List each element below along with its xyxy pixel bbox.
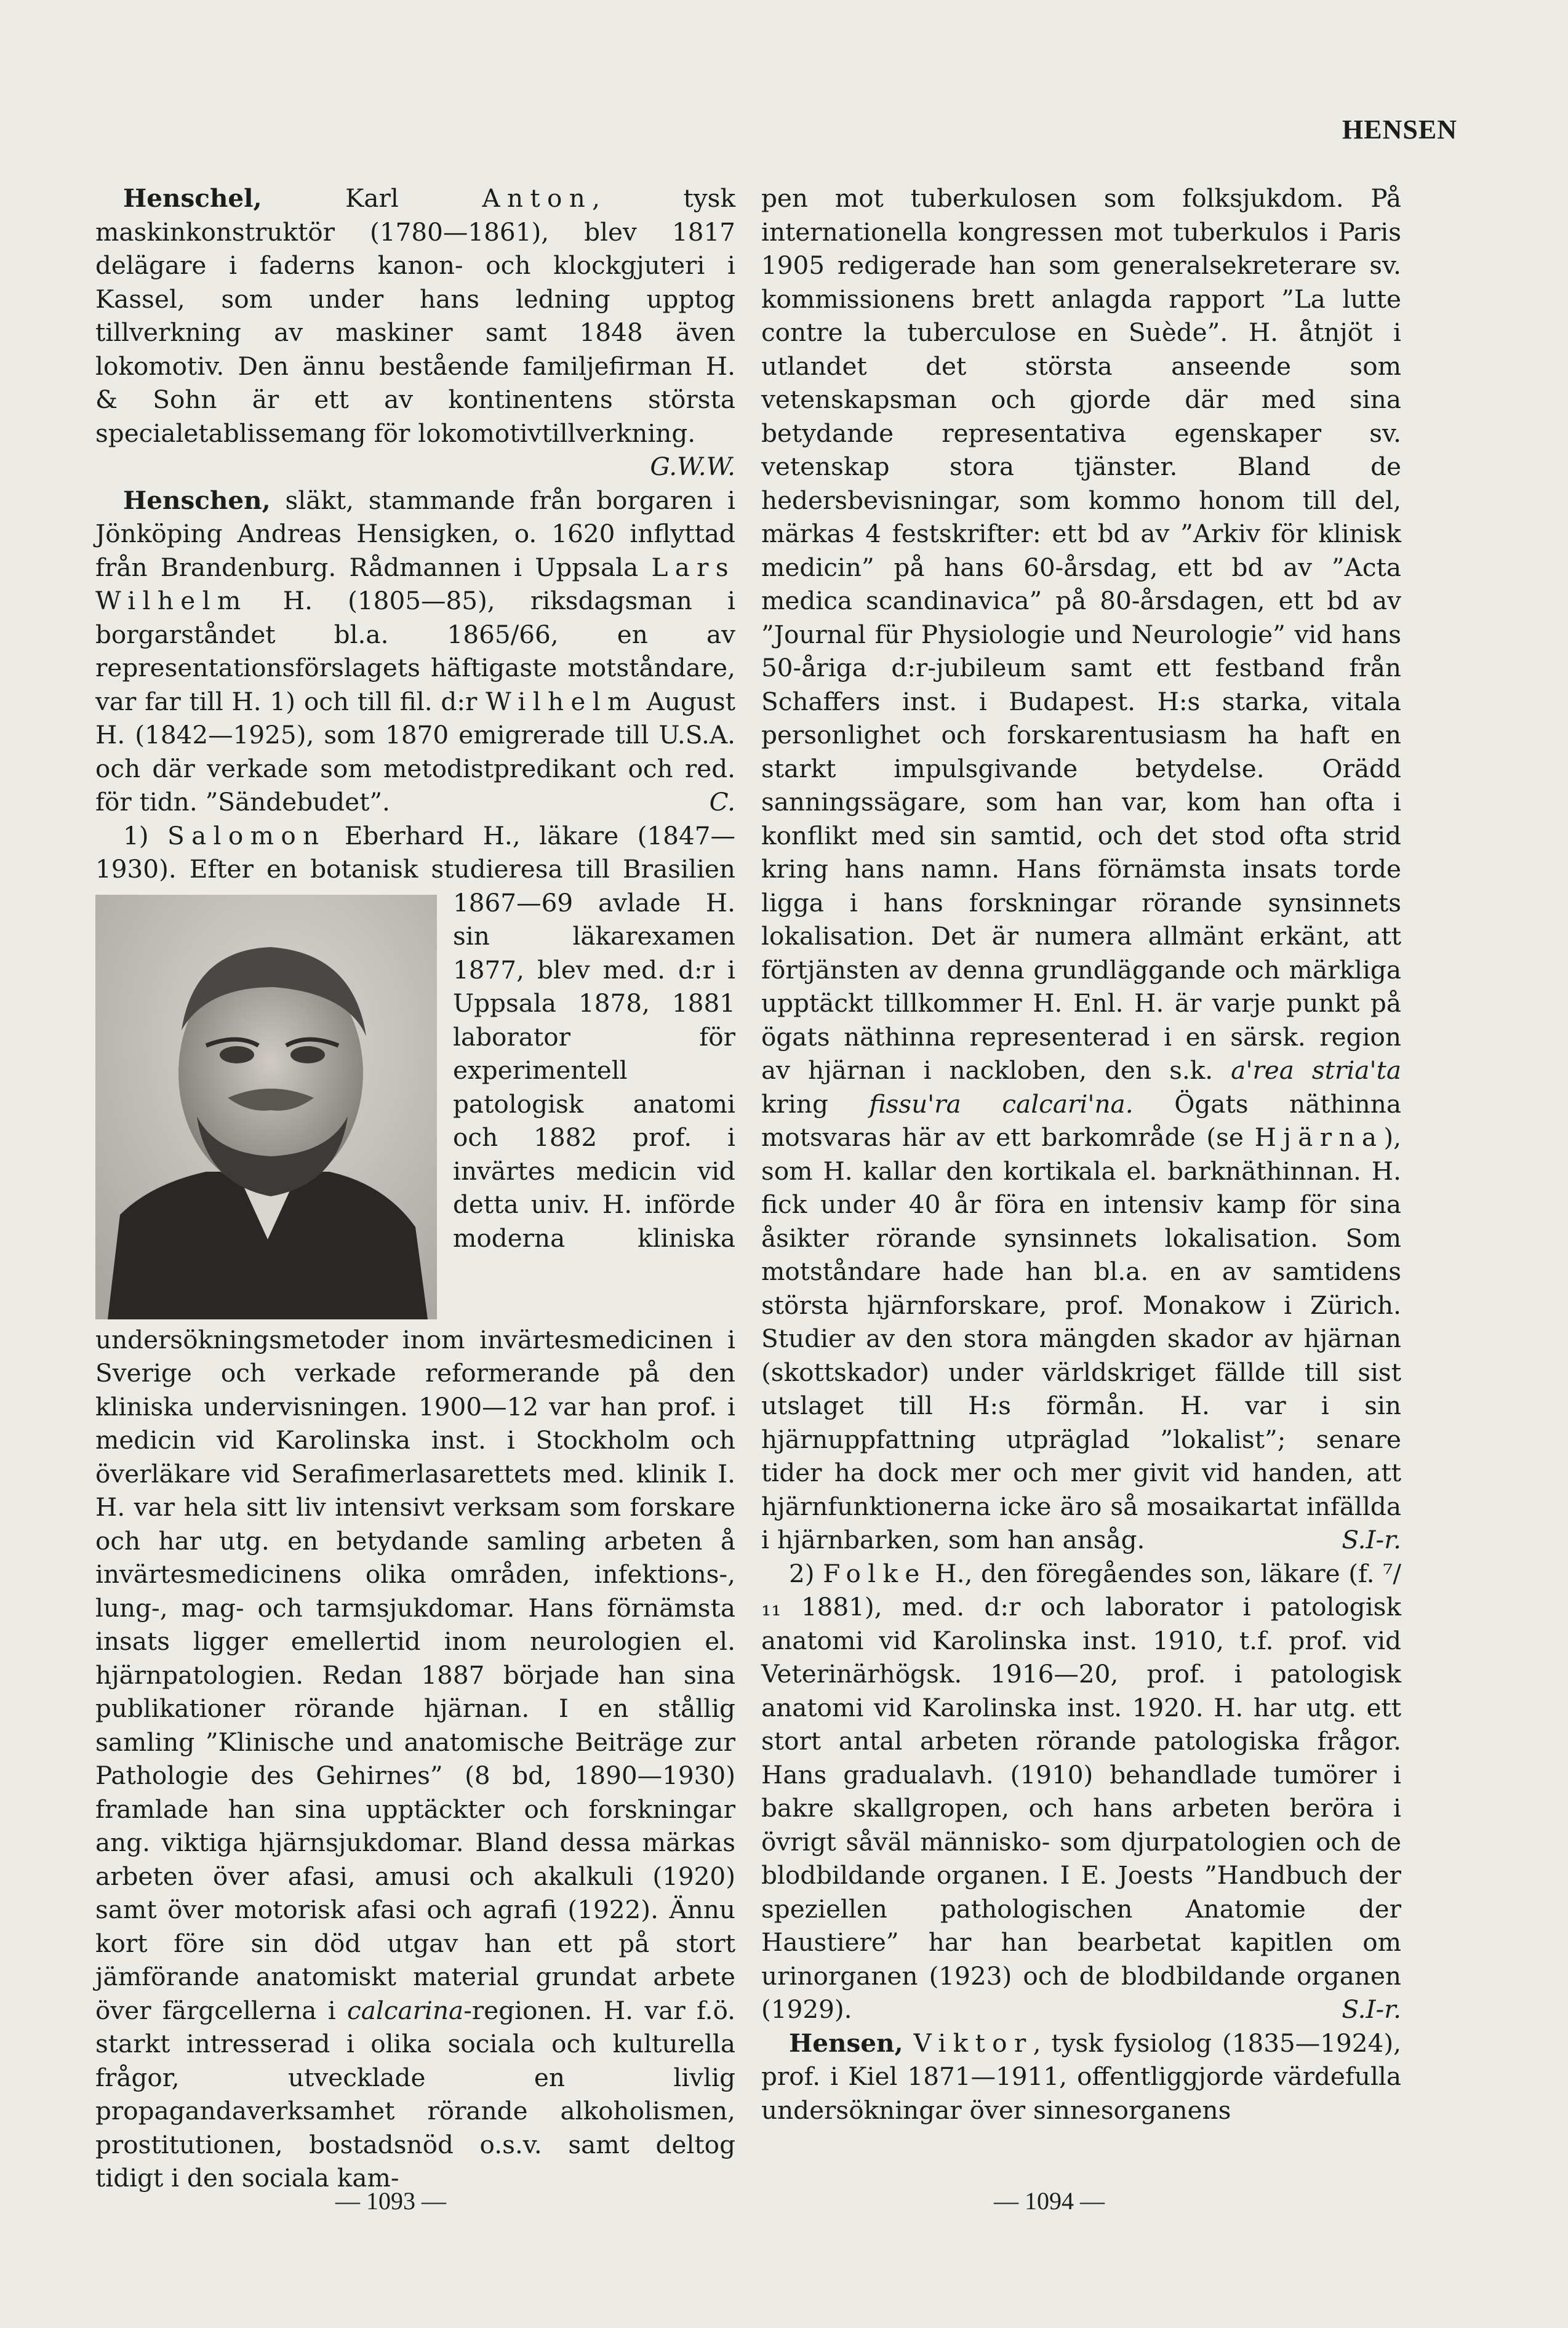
entry-text: ), som H. kallar den kortikala el. barknäthinnan. H. fick under 40 år föra en intensiv kamp för sina åsikter rörande synsinnets lokalisation. Som motståndare hade han bl.a. en av samtidens största hjärnforskare, prof. Monakow i Zürich. Studier av den stora mängden skador av hjärnan (skottskador) under världskriget fällde till sist utslaget till H:s förmån. H. var i sin hjärnuppfattning utpräglad ”lokalist”; senare tider ha dock mer och mer givit vid handen, att hjärnfunktionerna icke äro så mosaikartat infällda i hjärnbarken, som han ansåg. — [761, 1122, 1401, 1554]
entry-text: H., den föregåendes son, läkare (f. — [926, 1558, 1383, 1588]
entry-text: H. (1805—85), riksdagsman i borgarståndet bl.a. 1865/66, en av representationsförslagets häftigaste motståndare, var far till H. 1) och till fil. d:r — [95, 586, 735, 716]
author-signature: G.W.W. — [650, 452, 735, 481]
italic-term: calcarina — [347, 1995, 464, 2025]
page-number-left: — 1093 — — [335, 2187, 446, 2215]
italic-term: fissu'ra calcari'na. — [869, 1089, 1134, 1119]
portrait-photo — [95, 895, 437, 1319]
headword-hensen: Hensen, — [789, 2028, 903, 2058]
entry-text — [903, 2028, 914, 2058]
entry-text: Karl — [262, 183, 482, 213]
author-signature: C. — [709, 787, 735, 817]
entry-text: -regionen. H. var f.ö. starkt intresserad i olika sociala och kulturella frågor, utvecklade en livlig propagandaverksamhet rörande alkoholismen, prostitutionen, bostadsnöd o.s.v. samt deltog tidigt i den sociala kam- — [95, 1995, 735, 2193]
left-column — [95, 182, 735, 2195]
given-name-anton: Anton — [482, 183, 593, 213]
name-salomon: Salomon — [167, 820, 326, 850]
entry-text: 1881), med. d:r och laborator i patologisk anatomi vid Karolinska inst. 1910, t.f. prof. vid Veterinärhögsk. 1916—20, prof. i patologisk anatomi vid Karolinska inst. 1920. H. har utg. ett stort antal arbeten rörande patologiska frågor. Hans gradualavh. (1910) behandlade tumörer i bakre skallgropen, och hans arbeten beröra i övrigt såväl människo- som djurpatologien och de blodbildande organen. I E. Joests ”Handbuch der speziellen pathologischen Anatomie der Haustiere” har han bearbetat kapitlen om urinorganen (1923) och de blodbildande organen (1929). — [761, 1592, 1401, 2024]
birth-date: ⁷/₁₁ — [761, 1558, 1401, 1622]
headword-henschel: Henschel, — [123, 183, 262, 213]
author-signature: S.I-r. — [1342, 1994, 1401, 2024]
author-signature: S.I-r. — [1342, 1525, 1401, 1554]
cross-reference: Hjärna — [1254, 1122, 1384, 1152]
entry-text: släkt, stammande från borgaren i Jönköping Andreas Hensigken, o. 1620 inflyttad från Brandenburg. Rådmannen i Uppsala — [95, 485, 735, 582]
name-folke: Folke — [823, 1558, 927, 1588]
subentry-salomon-continued — [761, 182, 1401, 1557]
entry-text: August H. (1842—1925), som 1870 emigrerade till U.S.A. och där verkade som metodistpredikant och red. för tidn. ”Sändebudet”. — [95, 686, 735, 817]
entry-text: , tysk fysiolog (1835—1924), prof. i Kiel 1871—1911, offentliggjorde värdefulla undersökningar över sinnesorganens — [761, 2028, 1402, 2125]
subentry-number: 1) — [123, 820, 167, 850]
name-wilhelm: Wilhelm — [486, 686, 638, 716]
entry-henschel — [95, 182, 735, 484]
subentry-number: 2) — [789, 1558, 823, 1588]
entry-text: Eberhard H., läkare (1847—1930). Efter en botanisk studieresa till Brasi — [95, 820, 735, 884]
running-head: HENSEN — [1342, 114, 1457, 145]
entry-henschen — [95, 484, 735, 819]
entry-text: pen mot tuberkulosen som folksjukdom. På internationella kongressen mot tuberkulos i Paris 1905 redigerade han som generalsekreterare sv. kommissionens brett anlagda rapport ”La lutte contre la tuberculose en Suède”. H. åtnjöt i utlandet det största anseende som vetenskapsman och gjorde där med sina betydande representativa egenskaper sv. vetenskap stora tjänster. Bland de hedersbevisningar, som kommo honom till del, märkas 4 festskrifter: ett bd av ”Arkiv för klinisk medicin” på hans 60-årsdag, ett bd av ”Acta medica scandinavica” på 80-årsdagen, ett bd av ”Journal für Physiologie und Neurologie” vid hans 50-åriga d:r-jubileum samt ett festband från Schaffers inst. i Budapest. H:s starka, vitala personlighet och forskarentusiasm ha haft en starkt impulsgivande betydelse. Orädd sanningssägare, som han var, kom han ofta i konflikt med sin samtid, och det stod ofta strid kring hans namn. Hans förnämsta insats torde ligga i hans forskningar rörande synsinnets lokalisation. Det är numera allmänt erkänt, att förtjänsten av denna grundläggande och märkliga upptäckt tillkommer H. Enl. H. är varje punkt på ögats näthinna representerad i en särsk. region av hjärnan i nackloben, den s.k. — [761, 183, 1401, 1085]
subentry-folke — [761, 1557, 1401, 2026]
entry-text: Ögats näthinna motsvaras här av ett barkområde (se — [761, 1089, 1401, 1152]
given-name-viktor: Viktor — [913, 2028, 1033, 2058]
name-lars-wilhelm: Lars Wilhelm — [95, 552, 735, 615]
entry-text: kring — [761, 1089, 870, 1119]
entry-text: lien 1867—69 avlade H. sin läkarexamen 1877, blev med. d:r i Uppsala 1878, 1881 laborator för experimentell patologisk anatomi och 1882 prof. i invärtes medicin vid detta univ. H. införde moderna kliniska undersökningsmetoder inom invärtesmedicinen i Sverige och verkade reformerande på den kliniska undervisningen. 1900—12 var han prof. i medicin vid Karolinska inst. i Stockholm och överläkare vid Serafimerlasarettets med. klinik I. H. var hela sitt liv intensivt verksam som forskare och har utg. en betydande samling arbeten å invärtesmedicinens olika områden, infektions-, lung-, mag- och tarmsjukdomar. Hans förnämsta insats ligger emellertid inom neurologien el. hjärnpatologien. Redan 1887 började han sina publikationer rörande hjärnan. I en stållig samling ”Klinische und anatomische Beiträge zur Pathologie des Gehirnes” (8 bd, 1890—1930) framlade han sina upptäckter och forskningar ang. viktiga hjärnsjukdomar. Bland dessa märkas arbeten över afasi, amusi och akalkuli (1920) samt över motorisk afasi och agrafi (1922). Ännu kort före sin död utgav han ett på stort jämförande anatomiskt material grundat arbete över färgcellerna i — [95, 854, 735, 2025]
italic-term: a'rea stria'ta — [1231, 1055, 1402, 1085]
page-number-right: — 1094 — — [994, 2187, 1105, 2215]
subentry-salomon — [95, 819, 735, 2195]
entry-text: , tysk maskinkonstruktör (1780—1861), blev 1817 delägare i faderns kanon- och klockgjuteri i Kassel, som under hans ledning upptog tillverkning av maskiner samt 1848 även lokomotiv. Den ännu bestående familjefirman H. & Sohn är ett av kontinentens största specialetablissemang för lokomotivtillverkning. — [95, 183, 735, 448]
headword-henschen: Henschen, — [123, 485, 271, 515]
right-column — [761, 182, 1401, 2127]
entry-hensen — [761, 2026, 1401, 2127]
